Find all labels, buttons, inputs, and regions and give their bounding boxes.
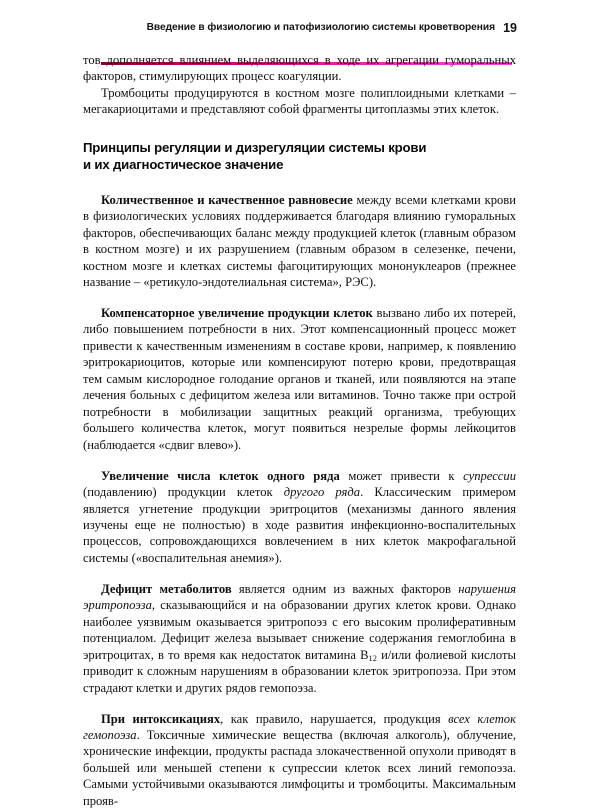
vitamin-b12-subscript: 12 [369, 654, 377, 663]
paragraph-intoxication-text-a: , как правило, нарушается, продукция [220, 712, 448, 726]
paragraph-balance [83, 192, 516, 291]
paragraph-intoxication-text-b: . Токсичные химические вещества (включая алкоголь), облучение, хронические инфекции, продукты распада злокачественной опухоли приводят в большей или меньшей степени к супрессии клеток всех линий гемопоэза. Самыми устойчивыми оказываются лимфоциты и тромбоциты. Максимальным прояв- [83, 728, 516, 808]
paragraph-suppression-italic-2: другого ряда [284, 485, 360, 499]
paragraph-suppression-text-c: . Классическим примером является угнетение продукции эритроцитов (механизмы данного явления изучены еще не полностью) в ходе развития инфекционно-воспалительных процессов, сопровождающихся вовлечением в них клеток макрофагальной системы («воспалительная анемия»). [83, 485, 516, 565]
running-head-title: Введение в физиологию и патофизиологию системы кроветворения [0, 22, 495, 33]
section-heading-line-2: и их диагностическое значение [83, 156, 516, 174]
paragraph-suppression-italic-1: супрессии [463, 469, 516, 483]
paragraph-intoxication-lead: При интоксикациях [101, 712, 220, 726]
paragraph-metabolite-deficit-italic-1: нарушения эритропоэза [83, 582, 516, 612]
paragraph-suppression-text-b: (подавлению) продукции клеток [83, 485, 284, 499]
section-heading [83, 139, 516, 174]
paragraph-continued-text: тов дополняется влиянием выделяющихся в ходе их агрегации гуморальных факторов, стимулирующих процесс коагуляции. [83, 53, 516, 83]
running-head [0, 22, 600, 44]
paragraph-thrombocytes [83, 85, 516, 118]
paragraph-thrombocytes-text: Тромбоциты продуцируются в костном мозге полиплоидными клетками – мегакариоцитами и представляют собой фрагменты цитоплазмы этих клеток. [83, 86, 516, 116]
paragraph-intoxication [83, 711, 516, 809]
paragraph-suppression-lead: Увеличение числа клеток одного ряда [101, 469, 340, 483]
paragraph-balance-lead: Количественное и качественное равновесие [101, 193, 353, 207]
paragraph-suppression-text-a: может привести к [340, 469, 463, 483]
paragraph-balance-text: между всеми клетками крови в физиологических условиях поддерживается благодаря влиянию гуморальных факторов, обеспечивающих баланс между продукцией клеток (главным образом в костном мозге) и их разрушением (главным образом в селезенке, печени, костном мозге и клетках системы фагоцитирующих мононуклеаров (прежнее название – «ретикуло-эндотелиальная система», РЭС). [83, 193, 516, 289]
paragraph-compensatory-lead: Компенсаторное увеличение продукции клеток [101, 306, 373, 320]
paragraph-compensatory [83, 305, 516, 453]
paragraph-metabolite-deficit-lead: Дефицит метаболитов [101, 582, 232, 596]
paragraph-metabolite-deficit-text-c: и/или фолиевой кислоты приводит к сложным нарушениям в образовании клеток эритропоэза. При этом страдают клетки и других рядов гемопоэза. [83, 648, 516, 695]
section-heading-line-1: Принципы регуляции и дизрегуляции системы крови [83, 139, 516, 157]
paragraph-continued [83, 52, 516, 85]
paragraph-intoxication-italic-1: всех клеток гемопоэза [83, 712, 516, 742]
page-number: 19 [487, 21, 517, 35]
paragraph-compensatory-text: вызвано либо их потерей, либо повышением потребности в них. Этот компенсационный процесс может привести к качественным изменениям в составе крови, например, к появлению эритрокариоцитов, которые или компенсируют потерю крови, предотвращая тем самым кислородное голодание органов и тканей, или появляются на этапе лечения больных с дефицитом железа или витаминов. Точно также при острой потребности в мобилизации защитных реакций организма, требующих большего количества клеток, могут появиться незрелые формы лейкоцитов (наблюдается «сдвиг влево»). [83, 306, 516, 452]
paragraph-metabolite-deficit-text-b: , сказывающийся и на образовании других клеток крови. Однако наиболее уязвимым оказывается эритропоэз с его высоким пролиферативным потенциалом. Дефицит железа вызывает снижение содержания гемоглобина в эритроцитах, в то время как недостаток витамина B [83, 598, 516, 661]
paragraph-suppression [83, 468, 516, 567]
paragraph-metabolite-deficit [83, 581, 516, 696]
text-column [83, 52, 516, 809]
paragraph-metabolite-deficit-text-a: является одним из важных факторов [232, 582, 459, 596]
